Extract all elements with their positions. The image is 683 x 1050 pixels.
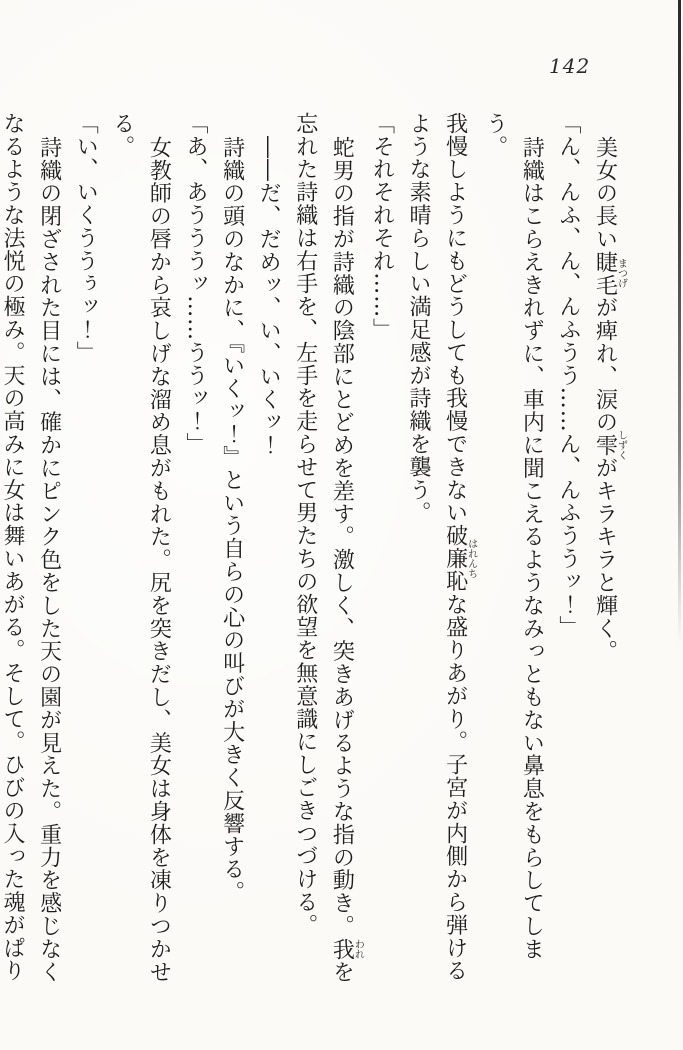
- text-block: [0, 112, 626, 994]
- page-number: 142: [549, 54, 591, 78]
- text-column: 詩織はこらえきれずに、車内に聞こえるようなみっともない鼻息をもらしてしまう。: [482, 112, 545, 961]
- ruby-word: 破廉恥はれんち: [442, 524, 477, 593]
- text-column: 「あ、あうううッ……ううッ！」: [182, 112, 208, 456]
- text-column: る。: [109, 112, 135, 158]
- text-column: 忘れた詩織は右手を、左手を走らせて男たちの欲望を無意識にしごきつづける。: [292, 112, 318, 937]
- text-column: 「それそれそれ……」: [369, 112, 395, 341]
- ruby-word: 睫毛まつげ: [592, 250, 627, 297]
- text-column: なるような法悦の極み。天の高みに女は舞いあがる。そして。ひびの入った魂がぱり: [0, 112, 25, 983]
- text-column: 詩織の閉ざされた目には、確かにピンク色をした天の園が見えた。重力を感じなく: [36, 136, 62, 984]
- text-column: 「い、いくううぅッ！」: [73, 112, 99, 364]
- scan-edge-line: [678, 0, 681, 645]
- text-column: 美女の長い睫毛まつげが痺れ、涙の雫しずくがキラキラと輝く。: [592, 136, 627, 663]
- ruby-word: 我われ: [329, 937, 364, 961]
- text-column: 蛇男の指が詩織の陰部にとどめを差す。激しく、突きあげるような指の動き。我われを: [329, 136, 364, 984]
- text-column: ――だ、だめッ、い、いくッ！: [256, 136, 282, 457]
- text-column: 女教師の唇から哀しげな溜め息がもれた。尻を突きだし、美女は身体を凍りつかせ: [146, 136, 172, 984]
- text-column: 「ん、んふ、ん、んふうう……ん、んふううッ！」: [555, 112, 581, 639]
- text-column: ような素晴らしい満足感が詩織を襲う。: [406, 112, 432, 525]
- ruby-word: 雫しずく: [592, 430, 627, 461]
- text-column: 詩織の頭のなかに、『いくッ！』という自らの心の叫びが大きく反響する。: [219, 136, 245, 904]
- text-column: 我慢しようにもどうしても我慢できない破廉恥はれんちな盛りあがり。子宮が内側から弾ける: [442, 112, 477, 983]
